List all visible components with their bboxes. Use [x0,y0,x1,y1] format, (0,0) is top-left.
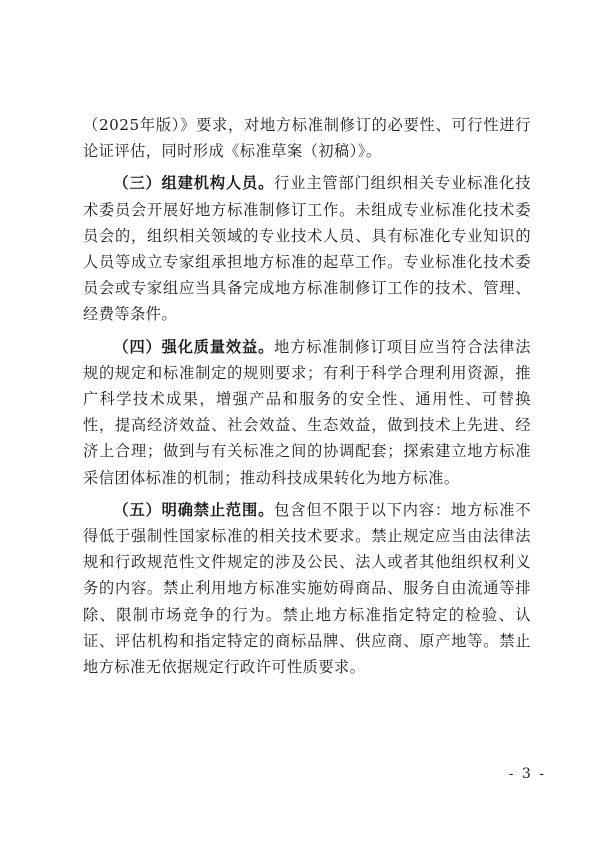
paragraph-section-4 [83,334,531,491]
body-text [83,112,531,686]
paragraph-continuation [83,112,531,164]
paragraph-text: （2025年版）》要求，对地方标准制修订的必要性、可行性进行论证评估，同时形成《标准草案（初稿）》。 [83,116,531,161]
section-heading-3: （三）组建机构人员。 [113,174,275,193]
paragraph-text: 行业主管部门组织相关专业标准化技术委员会开展好地方标准制修订工作。未组成专业标准化技术委员会的，组织相关领域的专业技术人员、具有标准化专业知识的人员等成立专家组承担地方标准的起草工作。专业标准化技术委员会或专家组应当具备完成地方标准制修订工作的技术、管理、经费等条件。 [83,174,532,324]
paragraph-section-5 [83,497,531,680]
section-heading-4: （四）强化质量效益。 [113,337,275,356]
paragraph-text: 地方标准制修订项目应当符合法律法规的规定和标准制定的规则要求；有利于科学合理利用资源，推广科学技术成果，增强产品和服务的安全性、通用性、可替换性，提高经济效益、社会效益、生态效益，做到技术上先进、经济上合理；做到与有关标准之间的协调配套；探索建立地方标准采信团体标准的机制；推动科技成果转化为地方标准。 [83,337,532,487]
paragraph-section-3 [83,170,531,327]
page-number: - 3 - [508,766,546,782]
paragraph-text: 包含但不限于以下内容：地方标准不得低于强制性国家标准的相关技术要求。禁止规定应当由法律法规和行政规范性文件规定的涉及公民、法人或者其他组织权利义务的内容。禁止利用地方标准实施妨碍商品、服务自由流通等排除、限制市场竞争的行为。禁止地方标准指定特定的检验、认证、评估机构和指定特定的商标品牌、供应商、原产地等。禁止地方标准无依据规定行政许可性质要求。 [83,500,532,677]
section-heading-5: （五）明确禁止范围。 [113,500,275,519]
